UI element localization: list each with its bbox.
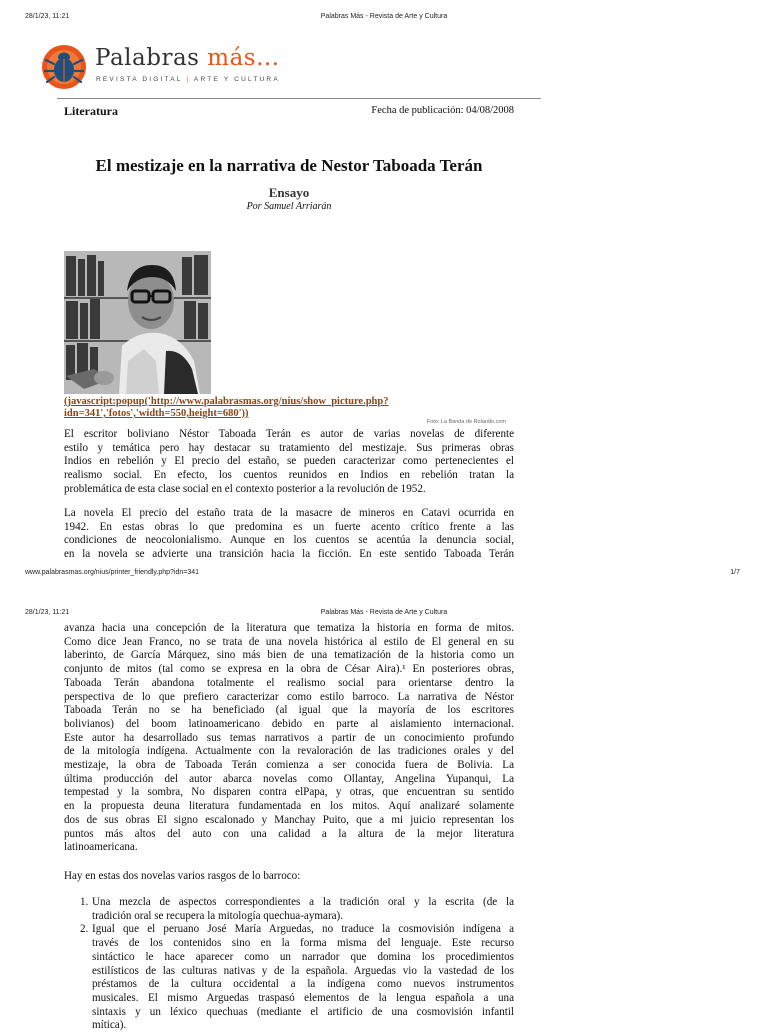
text-line: problemática de esta clase social en el contexto posterior a la revolución de 1952. [64,482,426,495]
text-line: La novela El precio del estaño trata de la masacre de mineros en Catavi ocurrida en [64,507,514,519]
text-line: Taboada Terán abandona totalmente el realismo social para orientarse dentro la [64,676,514,689]
text-line: sintáctico le hace aparecer como un narrador que domina los procedimientos [92,950,514,963]
text-line: estilo y temática pero hay destacar su tratamiento del mestizaje. Sus primeras obras [64,441,514,454]
site-name [95,45,280,71]
list-number: 1. [80,896,89,908]
text-line: condiciones de neocolonialismo. Aunque en los cuentos se acentúa la denuncia social, [64,534,514,547]
text-line: estilísticos de las culturas nativas y de la española. Arguedas vio la vastedad de los [92,964,514,977]
text-line: latinoamericana. [64,841,138,854]
text-line: dos de sus obras El signo escalonado y Manchay Puito, que a mi juicio representan los [64,813,514,826]
text-line: avanza hacia una concepción de la literatura que tematiza la historia en forma de mitos. [64,622,514,634]
text-line: tempestad y la sombra, No disparen contra elPapa, y otras, que encuentran su sentido [64,786,514,799]
tagline-right: ARTE Y CULTURA [193,76,280,83]
text-line: conjunto de mitos (tal como se expresa en la obra de César Aira).¹ En posteriores obras, [64,663,514,676]
site-name-accent: más... [207,45,280,71]
list-number: 2. [80,923,89,936]
paragraph [64,622,514,855]
text-line: Como dice Jean Franco, no se trata de una novela histórica al estilo de El general en su [64,635,514,648]
paragraph [64,870,514,884]
text-line: mestizaje, la obra de Taboada Terán comienza a ser conocida fuera de Bolivia. La [64,759,514,772]
text-line: de la mitología indígena. Actualmente con la revaloración de las tradiciones orales y del [64,745,514,758]
site-tagline [96,76,280,83]
text-line: Indios en rebelión y El precio del estaño, se pueden caracterizar como pertenecientes el [64,455,514,468]
text-line: préstamos de la cultura occidental a la indígena como nuevos instrumentos [92,978,514,991]
text-line: realismo social. En efecto, los cuentos reunidos en Indios en rebelión tratan la [64,469,514,482]
text-line: bolivianos) del boom latinoamericano debido en parte al aislamiento internacional. [64,717,514,730]
text-line: mítica). [92,1019,127,1032]
text-line: través de los contenidos sino en la forma misma del lenguaje. Este recurso [92,937,514,950]
author-photo [64,251,211,394]
photo-link-line: idn=341','fotos','width=550,height=680')) [64,408,249,419]
publication-date: Fecha de publicación: 04/08/2008 [371,105,514,116]
text-line: Igual que el peruano José María Arguedas, no traduce la cosmovisión indígena a [92,923,514,936]
tagline-separator: | [186,76,191,83]
text-line: perspectiva de lo que prefiero caracterizar como estilo barroco. La narrativa de Néstor [64,690,514,703]
print-page-number: 1/7 [730,569,740,576]
text-line: 1942. En estas obras lo que predomina es un fuerte acento crítico frente a las [64,520,514,533]
text-line: Una mezcla de aspectos correspondientes a la tradición oral y la escrita (de la [92,896,514,908]
print-url: www.palabrasmas.org/nius/printer_friendly.php?idn=341 [25,569,199,576]
print-footer [0,569,768,581]
paragraph [64,507,514,562]
article-title: El mestizaje en la narrativa de Nestor Taboada Terán [95,156,483,175]
text-line: El escritor boliviano Néstor Taboada Terán es autor de varias novelas de diferente [64,428,514,440]
text-line: tradición oral se recupera la mitología quechua-aymara). [92,909,344,922]
print-datetime: 28/1/23, 11:21 [25,609,70,616]
photo-link-line: (javascript:popup('http://www.palabrasmas.org/nius/show_picture.php? [64,396,389,407]
text-line: Taboada Terán no se ha beneficiado (al igual que la mayoría de los escritores [64,704,514,717]
list-item [64,923,514,1033]
article-byline: Por Samuel Arriarán [246,201,332,212]
print-header [0,606,768,620]
list-item [64,896,514,923]
ordered-list [64,896,514,1033]
text-line: en la propuesta deuna literatura fundamentada en los mitos. Aquí analizaré solamente [64,800,514,813]
text-line: sintaxis y un léxico quechuas (mediante el artificio de una cosmovisión infantil [92,1005,514,1018]
section-label: Literatura [64,104,118,118]
text-line: Hay en estas dos novelas varios rasgos de lo barroco: [64,870,301,882]
text-line: última producción del autor abarca novelas como Ollantay, Angelina Yupanqui, La [64,772,514,785]
photo-caption: Foto: La Banda de Rolando.com [426,419,506,425]
site-name-main: Palabras [95,45,208,71]
scarab-logo-icon [40,44,88,90]
print-datetime: 28/1/23, 11:21 [25,13,70,20]
print-page-title: Palabras Más - Revista de Arte y Cultura [320,13,448,20]
paragraph [64,428,514,497]
text-line: puntos más altos del auto con una calidad a la altura de la mejor literatura [64,827,514,840]
text-line: musicales. El mismo Arguedas traspasó elementos de la lengua española a una [92,991,514,1004]
print-header [0,10,768,24]
text-line: laberinto, de García Márquez, sino más bien de una tematización de la historia como un [64,649,514,662]
text-line: en la novela se advierte una transición hacia la ficción. En este sentido Taboada Terán [64,548,514,561]
photo-popup-link[interactable] [64,396,504,420]
article-subtitle: Ensayo [268,185,310,200]
print-page-title: Palabras Más - Revista de Arte y Cultura [320,609,448,616]
tagline-left: REVISTA DIGITAL [96,76,183,83]
text-line: Este autor ha desarrollado sus temas narrativos a partir de un conocimiento profundo [64,731,514,744]
header-rule [57,98,541,99]
